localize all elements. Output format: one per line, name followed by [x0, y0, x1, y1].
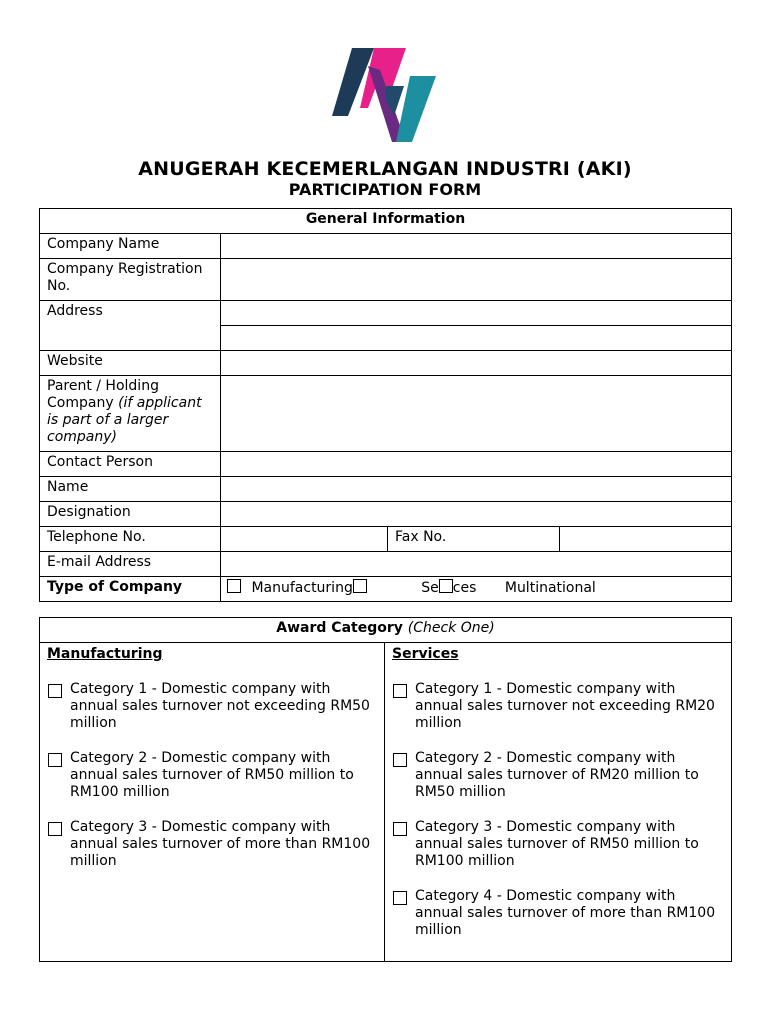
- multinational-option-label: Multinational: [504, 580, 596, 596]
- designation-label: Designation: [40, 502, 221, 527]
- parent-company-note: (if applicant is part of a larger company): [47, 395, 202, 445]
- name-label: Name: [40, 477, 221, 502]
- parent-company-label: [40, 376, 221, 452]
- address-label: Address: [40, 301, 221, 351]
- telephone-label: Telephone No.: [40, 527, 221, 552]
- type-of-company-options: [221, 577, 732, 602]
- website-field[interactable]: [221, 351, 732, 376]
- website-label: Website: [40, 351, 221, 376]
- form-title: ANUGERAH KECEMERLANGAN INDUSTRI (AKI): [138, 158, 632, 180]
- services-option-label-a: Se: [421, 580, 439, 596]
- manufacturing-checkbox[interactable]: [227, 579, 241, 593]
- award-category-title: Award Category: [276, 620, 403, 636]
- company-name-label: Company Name: [40, 234, 221, 259]
- fax-label: Fax No.: [388, 527, 560, 552]
- fax-field[interactable]: [560, 527, 732, 552]
- award-category-table: [39, 617, 732, 962]
- mfg-category-2: [47, 750, 377, 801]
- svc-category-4-checkbox[interactable]: [393, 891, 407, 905]
- contact-person-label: Contact Person: [40, 452, 221, 477]
- svc-category-1-text: Category 1 - Domestic company with annual sales turnover not exceeding RM20 million: [415, 681, 715, 731]
- services-option-label-b: ces: [452, 580, 477, 596]
- address-field-line-1[interactable]: [221, 301, 732, 326]
- manufacturing-heading: Manufacturing: [47, 646, 163, 662]
- designation-field[interactable]: [221, 502, 732, 527]
- contact-person-field[interactable]: [221, 452, 732, 477]
- svc-category-3-checkbox[interactable]: [393, 822, 407, 836]
- svc-category-2-text: Category 2 - Domestic company with annual sales turnover of RM20 million to RM50 million: [415, 750, 699, 800]
- svc-category-2-checkbox[interactable]: [393, 753, 407, 767]
- type-of-company-label: Type of Company: [40, 577, 221, 602]
- registration-no-label: Company Registration No.: [40, 259, 221, 301]
- svc-category-1: [392, 681, 724, 732]
- mfg-category-1: [47, 681, 377, 732]
- aki-logo: [330, 46, 440, 146]
- manufacturing-option-label: Manufacturing: [251, 580, 353, 596]
- manufacturing-column: [40, 643, 385, 962]
- mfg-category-1-text: Category 1 - Domestic company with annual sales turnover not exceeding RM50 million: [70, 681, 370, 731]
- name-field[interactable]: [221, 477, 732, 502]
- svc-category-2: [392, 750, 724, 801]
- parent-company-field[interactable]: [221, 376, 732, 452]
- mfg-category-3: [47, 819, 377, 870]
- mfg-category-2-checkbox[interactable]: [48, 753, 62, 767]
- address-field-line-2[interactable]: [221, 326, 732, 351]
- svc-category-4-text: Category 4 - Domestic company with annual sales turnover of more than RM100 million: [415, 888, 716, 938]
- svc-category-4: [392, 888, 724, 939]
- parent-company-text: Parent / Holding Company: [47, 378, 159, 411]
- svc-category-3-text: Category 3 - Domestic company with annual sales turnover of RM50 million to RM100 million: [415, 819, 699, 869]
- form-subtitle: PARTICIPATION FORM: [288, 180, 482, 199]
- multinational-checkbox[interactable]: [439, 579, 453, 593]
- logo-teal-bar: [396, 76, 436, 142]
- mfg-category-3-checkbox[interactable]: [48, 822, 62, 836]
- services-heading: Services: [392, 646, 459, 662]
- services-column: [385, 643, 732, 962]
- telephone-field[interactable]: [221, 527, 388, 552]
- general-information-table: [39, 208, 732, 602]
- mfg-category-1-checkbox[interactable]: [48, 684, 62, 698]
- registration-no-field[interactable]: [221, 259, 732, 301]
- award-category-note: (Check One): [407, 620, 495, 636]
- award-category-header: [40, 618, 732, 643]
- email-label: E-mail Address: [40, 552, 221, 577]
- mfg-category-2-text: Category 2 - Domestic company with annual sales turnover of RM50 million to RM100 million: [70, 750, 354, 800]
- services-checkbox[interactable]: [353, 579, 367, 593]
- svc-category-1-checkbox[interactable]: [393, 684, 407, 698]
- mfg-category-3-text: Category 3 - Domestic company with annual sales turnover of more than RM100 million: [70, 819, 371, 869]
- company-name-field[interactable]: [221, 234, 732, 259]
- email-field[interactable]: [221, 552, 732, 577]
- svc-category-3: [392, 819, 724, 870]
- general-information-header: General Information: [40, 209, 732, 234]
